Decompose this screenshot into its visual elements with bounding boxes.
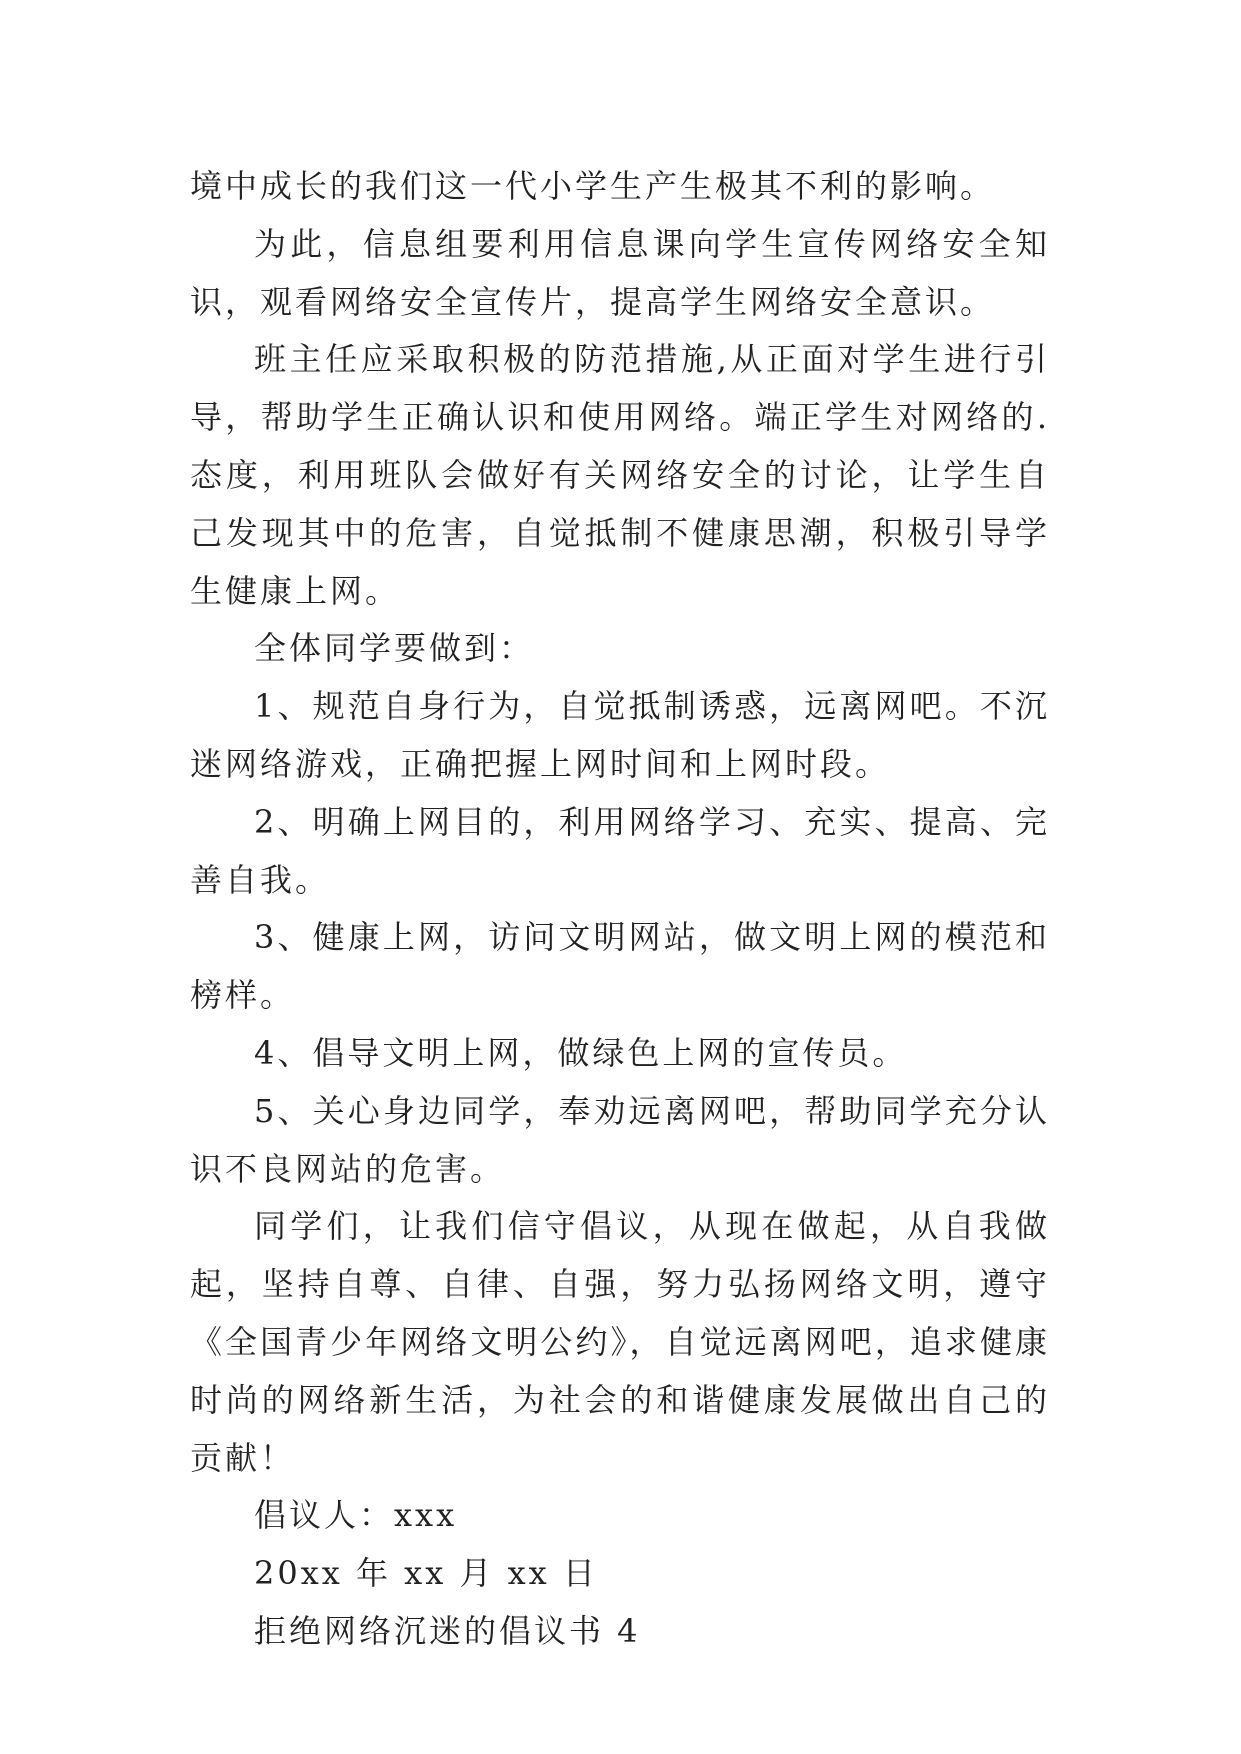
list-item-3: 3、健康上网，访问文明网站，做文明上网的模范和榜样。 [190, 918, 1050, 1015]
paragraph-closing-appeal: 同学们，让我们信守倡议，从现在做起，从自我做起，坚持自尊、自律、自强，努力弘扬网络文明，遵守《全国青少年网络文明公约》，自觉远离网吧，追求健康时尚的网络新生活，为社会的和谐健康发展做出自己的贡献！ [190, 1207, 1050, 1477]
signature-initiator: 倡议人：xxx [254, 1496, 458, 1535]
list-item-5: 5、关心身边同学，奉劝远离网吧，帮助同学充分认识不良网站的危害。 [190, 1091, 1050, 1188]
list-item-1: 1、规范自身行为，自觉抵制诱惑，远离网吧。不沉迷网络游戏，正确把握上网时间和上网时段。 [190, 687, 1050, 783]
list-item-4: 4、倡导文明上网，做绿色上网的宣传员。 [254, 1033, 908, 1072]
paragraph-continuation: 境中成长的我们这一代小学生产生极其不利的影响。 [190, 167, 996, 205]
next-section-title: 拒绝网络沉迷的倡议书 4 [254, 1611, 641, 1650]
list-item-2: 2、明确上网目的，利用网络学习、充实、提高、完善自我。 [190, 802, 1050, 899]
paragraph-info-group: 为此，信息组要利用信息课向学生宣传网络安全知识，观看网络安全宣传片，提高学生网络安全意识。 [190, 224, 1050, 321]
paragraph-all-students-heading: 全体同学要做到： [254, 629, 535, 668]
document-body [190, 158, 1050, 1661]
signature-date: 20xx 年 xx 月 xx 日 [254, 1554, 598, 1593]
paragraph-class-teacher: 班主任应采取积极的防范措施,从正面对学生进行引导，帮助学生正确认识和使用网络。端正学生对网络的.态度，利用班队会做好有关网络安全的讨论，让学生自己发现其中的危害，自觉抵制不健康思潮，积极引导学生健康上网。 [190, 340, 1050, 610]
